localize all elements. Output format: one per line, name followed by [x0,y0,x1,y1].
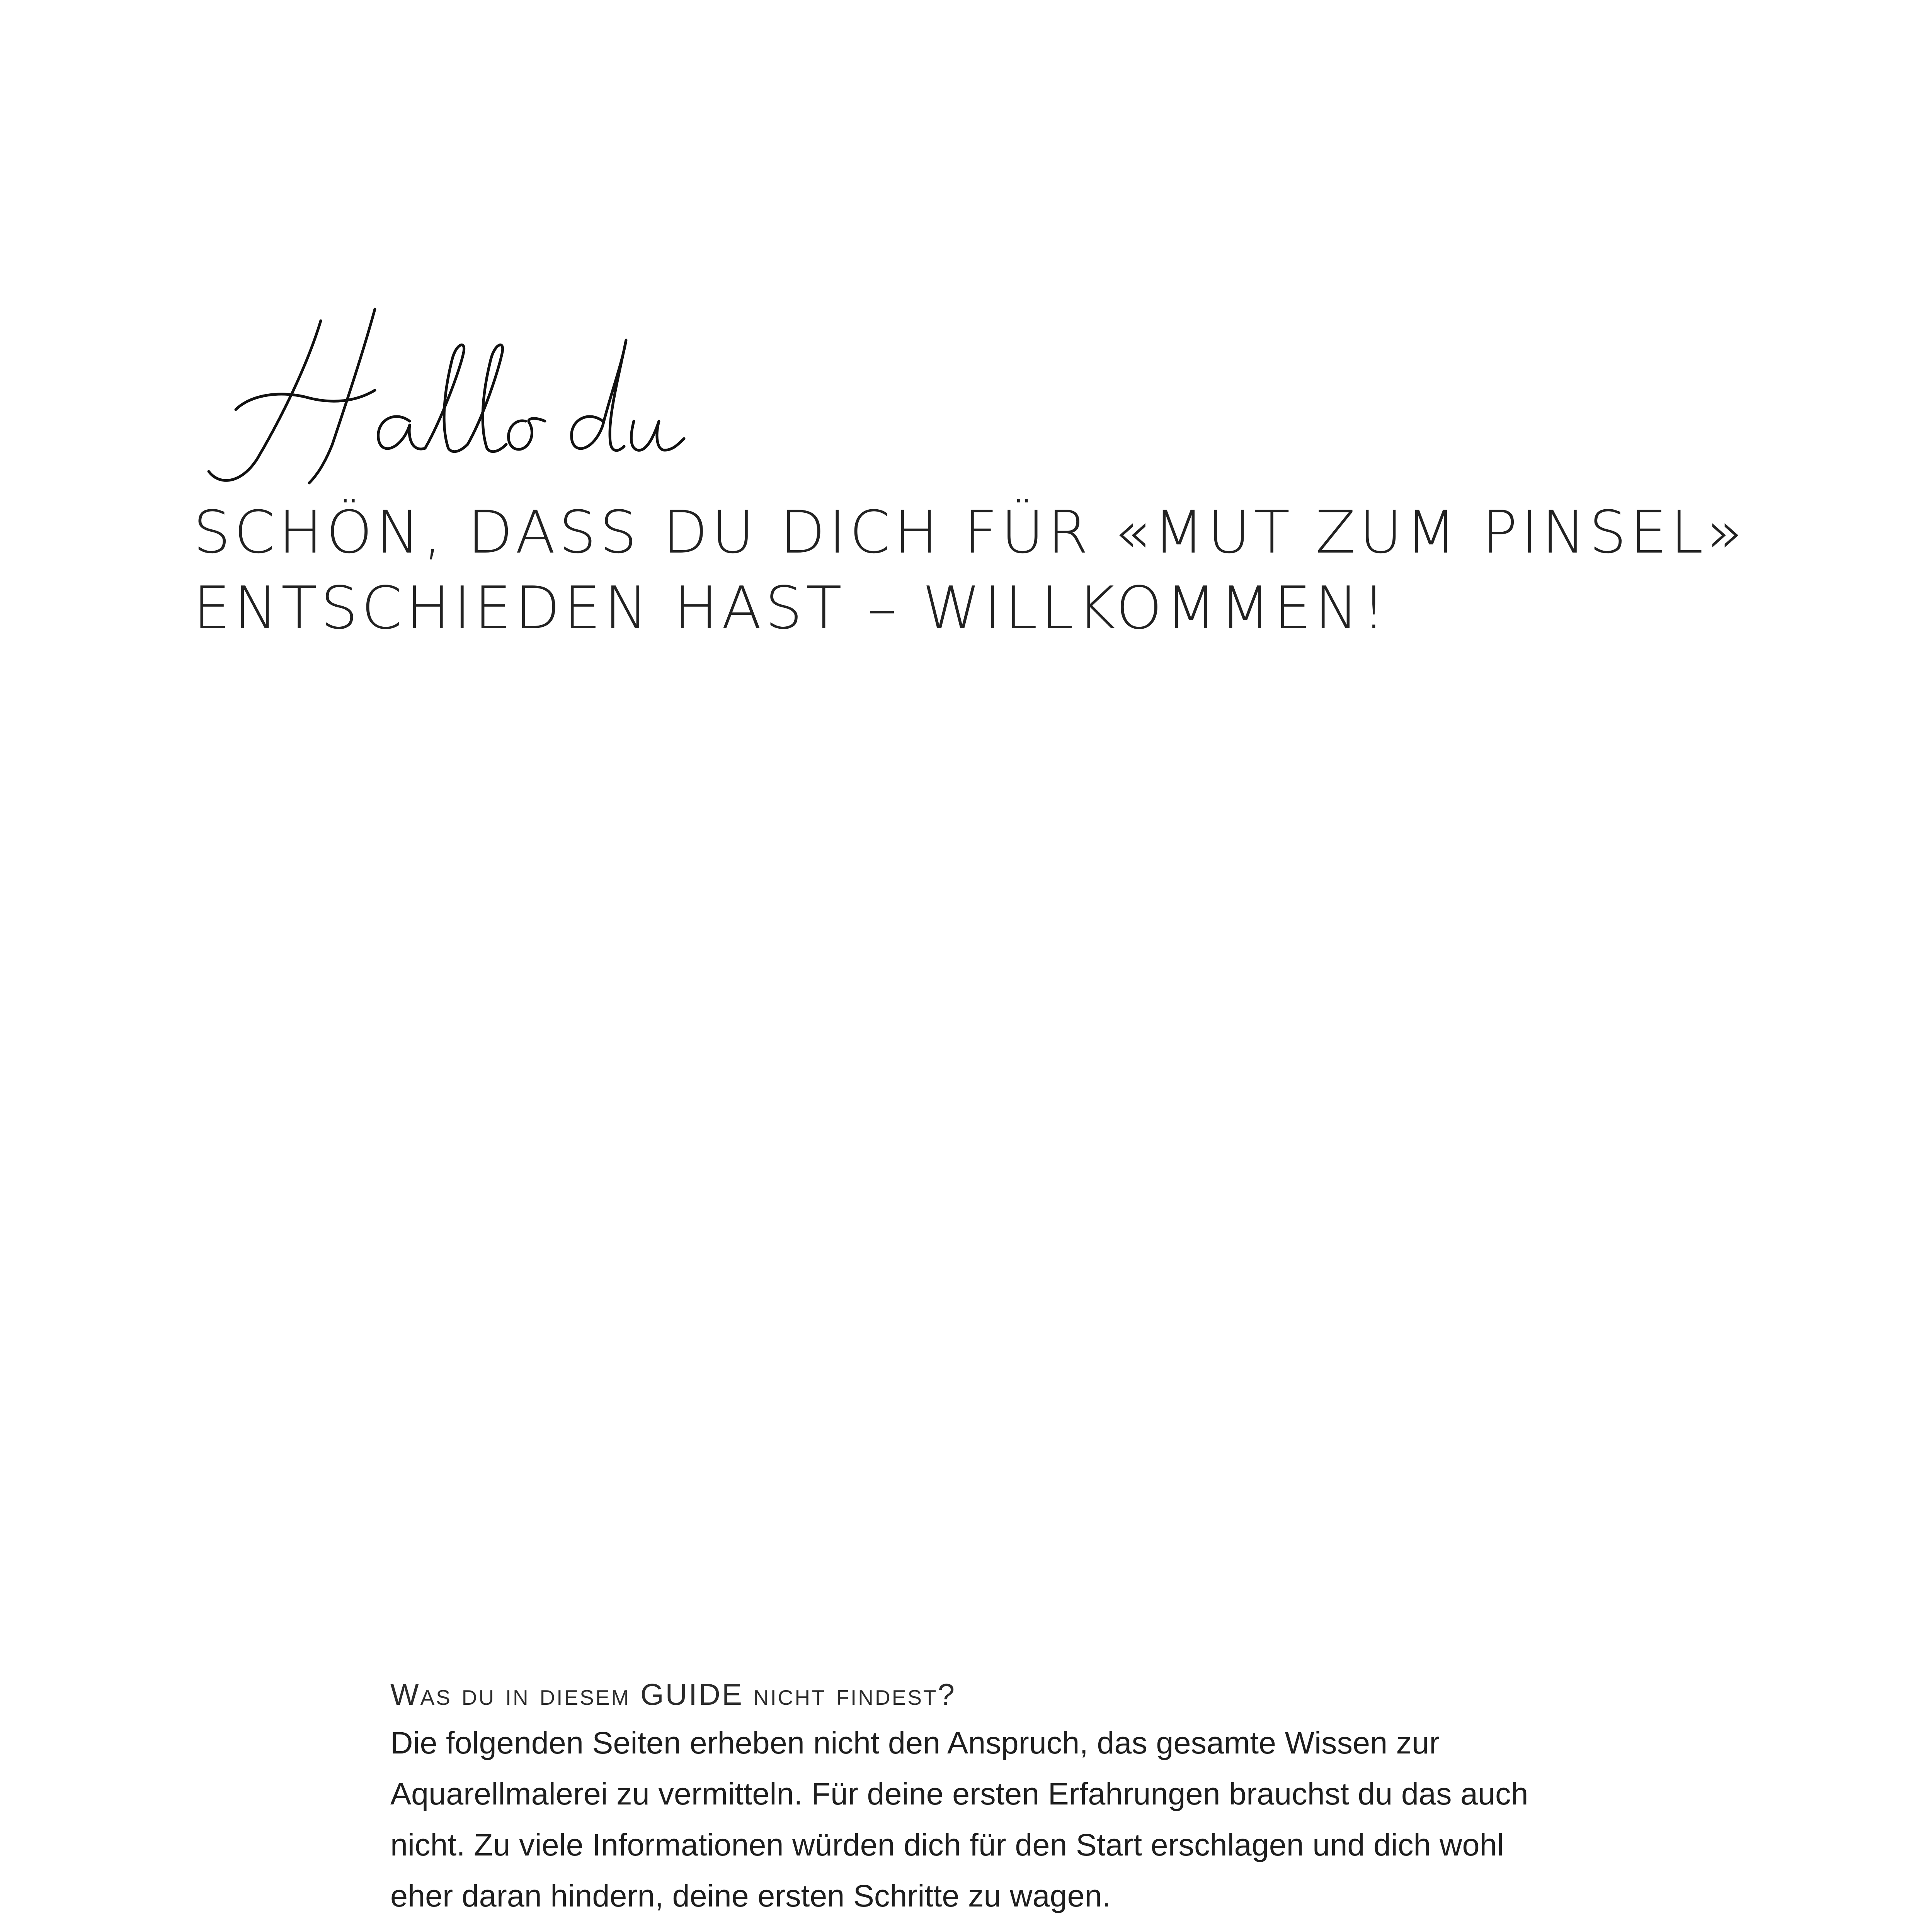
body-line: eher daran hindern, deine ersten Schritte zu wagen. [390,1879,1111,1913]
body-line: Aquarellmalerei zu vermitteln. Für deine ersten Erfahrungen brauchst du das auch [390,1777,1528,1811]
handwritten-greeting [193,294,696,510]
headline-line-2: ENTSCHIEDEN HAST – WILLKOMMEN! [193,574,1389,642]
section-not-included [390,1675,1731,1922]
section-heading: Was du in diesem GUIDE nicht findest? [390,1677,956,1711]
headline-line-1: SCHÖN, DASS DU DICH FÜR «MUT ZUM PINSEL» [193,498,1746,566]
handwritten-greeting-drawing [193,294,696,510]
page-headline [193,495,1778,646]
body-line: nicht. Zu viele Informationen würden dich für den Start erschlagen und dich wohl [390,1828,1504,1862]
body-line: Die folgenden Seiten erheben nicht den Anspruch, das gesamte Wissen zur [390,1726,1440,1760]
section-body [390,1718,1731,1922]
